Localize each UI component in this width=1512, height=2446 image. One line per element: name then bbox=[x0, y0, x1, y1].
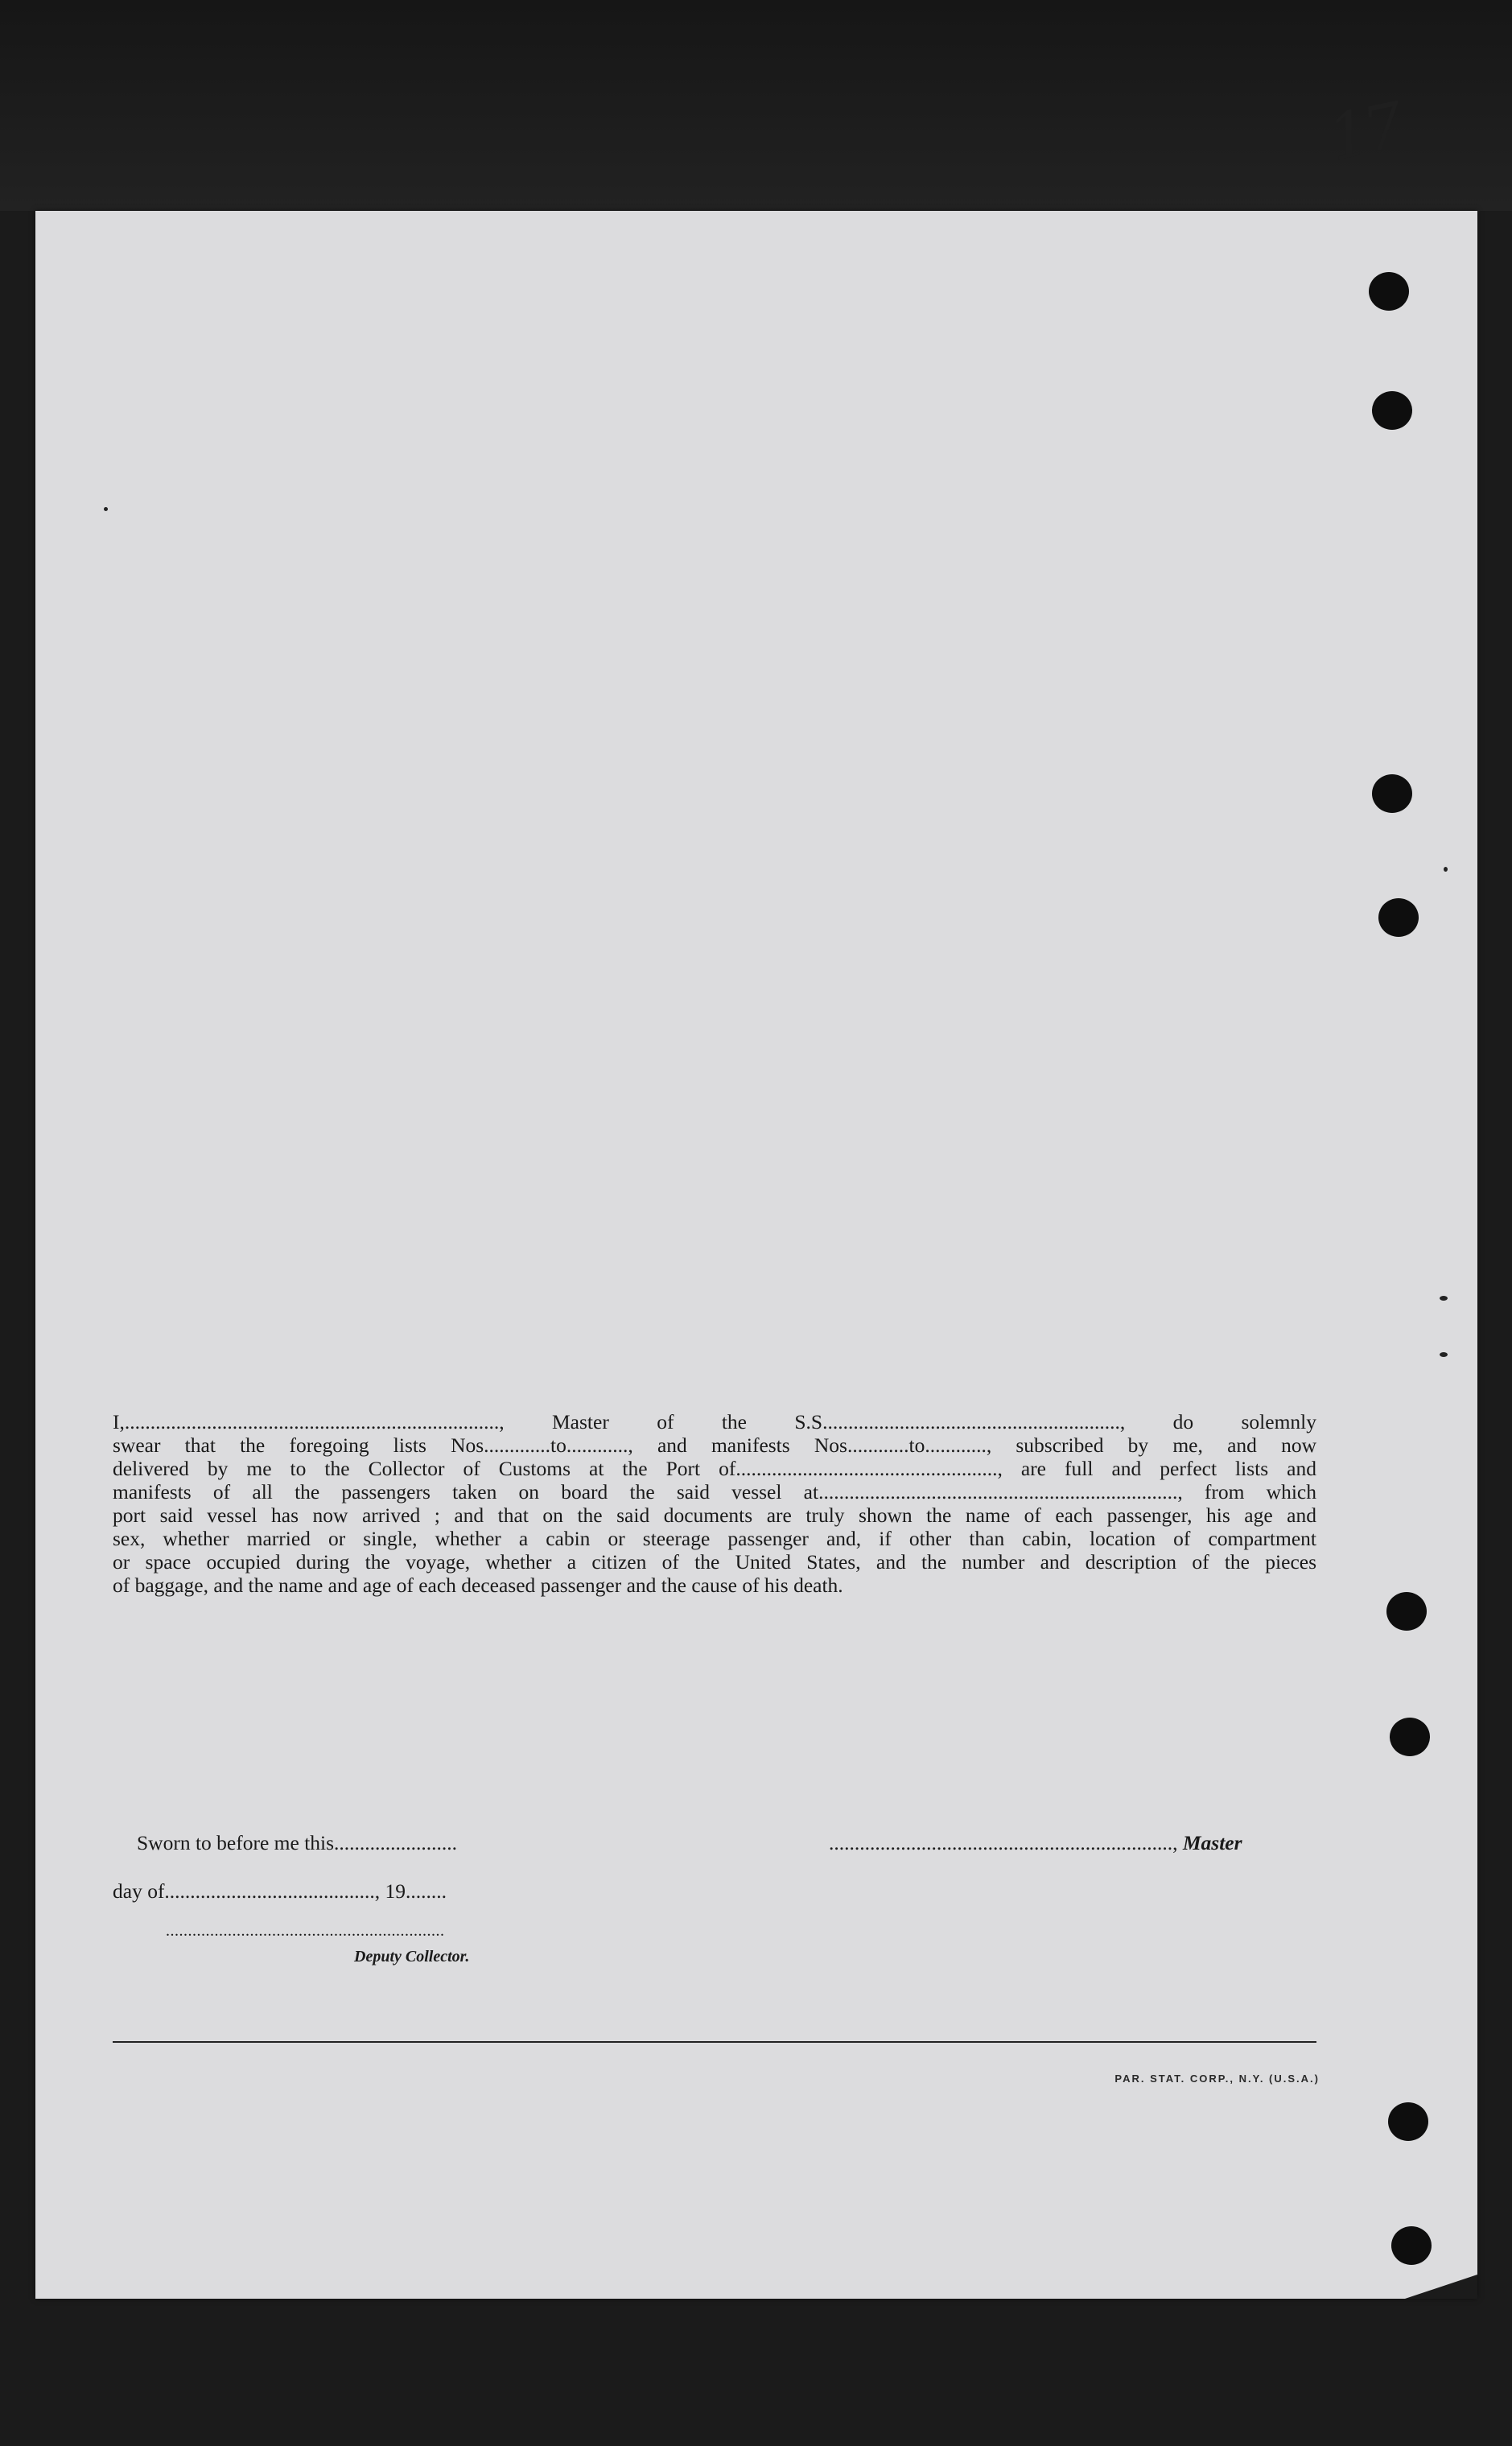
oath-line: delivered by me to the Collector of Customs at the Port of..................................................., are full and perfect lists and bbox=[113, 1457, 1316, 1480]
oath-line: port said vessel has now arrived ; and that on the said documents are truly shown the name of each passenger, his age and bbox=[113, 1503, 1316, 1527]
master-label: Master bbox=[1182, 1831, 1242, 1854]
scan-background-top bbox=[0, 0, 1512, 211]
deputy-collector-signature-line: ............................................................... bbox=[166, 1922, 445, 1940]
manifest-page bbox=[35, 211, 1477, 2299]
paper-speck bbox=[1440, 1296, 1448, 1301]
oath-line: of baggage, and the name and age of each deceased passenger and the cause of his death. bbox=[113, 1574, 843, 1597]
paper-speck bbox=[1444, 867, 1448, 872]
punch-hole bbox=[1372, 774, 1412, 813]
punch-hole bbox=[1378, 898, 1419, 937]
oath-line: I,........................................................................., Master of the S.S.........................................................., do solemnly bbox=[113, 1410, 1316, 1433]
punch-hole bbox=[1388, 2102, 1428, 2141]
oath-line: sex, whether married or single, whether a cabin or steerage passenger and, if other than cabin, location of compartment bbox=[113, 1527, 1316, 1550]
oath-line: manifests of all the passengers taken on board the said vessel at......................................................................, from which bbox=[113, 1480, 1316, 1503]
day-of-line: day of........................................., 19........ bbox=[113, 1879, 447, 1903]
punch-hole bbox=[1369, 272, 1409, 311]
punch-hole bbox=[1391, 2226, 1432, 2265]
master-oath-paragraph bbox=[113, 1410, 1316, 1597]
handwritten-folio-number: 17 bbox=[1321, 89, 1407, 176]
horizontal-rule bbox=[113, 2041, 1316, 2043]
master-signature-dots: ..................................................................., bbox=[829, 1831, 1178, 1854]
master-signature-line bbox=[829, 1831, 1242, 1855]
punch-hole bbox=[1386, 1592, 1427, 1631]
torn-corner bbox=[1405, 2275, 1477, 2299]
sworn-before-line: Sworn to before me this........................ bbox=[137, 1831, 458, 1854]
punch-hole bbox=[1372, 391, 1412, 430]
paper-speck bbox=[104, 507, 108, 511]
oath-line: swear that the foregoing lists Nos.............to............, and manifests Nos............to............, subscribed by me, and now bbox=[113, 1433, 1316, 1457]
paper-speck bbox=[1440, 1352, 1448, 1357]
oath-line: or space occupied during the voyage, whether a citizen of the United States, and the number and description of the pieces bbox=[113, 1550, 1316, 1574]
printer-imprint: PAR. STAT. CORP., N.Y. (U.S.A.) bbox=[1114, 2073, 1320, 2085]
punch-hole bbox=[1390, 1718, 1430, 1756]
deputy-collector-label: Deputy Collector. bbox=[354, 1948, 470, 1965]
